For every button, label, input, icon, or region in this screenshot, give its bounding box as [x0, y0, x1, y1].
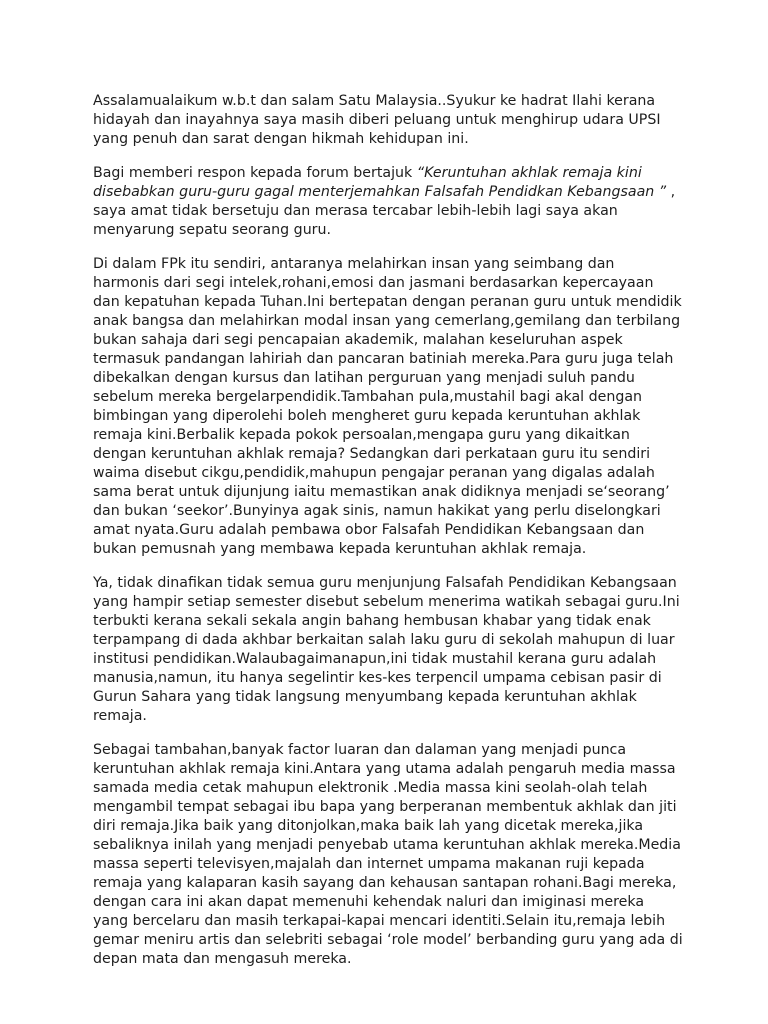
paragraph-forum-response-intro: Bagi memberi respon kepada forum bertajuk — [93, 165, 417, 181]
paragraph-forum-response-rest: , saya amat tidak bersetuju dan merasa tercabar lebih-lebih lagi saya akan menyarung sepatu seorang guru. — [93, 184, 676, 238]
document-body — [93, 92, 683, 984]
forum-title-quote: “Keruntuhan akhlak remaja kini disebabkan guru-guru gagal menterjemahkan Falsafah Pendidkan Kebangsaan ” — [93, 165, 667, 200]
paragraph-greeting: Assalamualaikum w.b.t dan salam Satu Malaysia..Syukur ke hadrat Ilahi kerana hidayah dan inayahnya saya masih diberi peluang untuk menghirup udara UPSI yang penuh dan sarat dengan hikmah kehidupan ini. — [93, 93, 661, 147]
paragraph-external-factors: Sebagai tambahan,banyak factor luaran dan dalaman yang menjadi punca keruntuhan akhlak remaja kini.Antara yang utama adalah pengaruh media massa samada media cetak mahupun elektronik .Media massa kini seolah-olah telah mengambil tempat sebagai ibu bapa yang berperanan membentuk akhlak dan jiti diri remaja.Jika baik yang ditonjolkan,maka baik lah yang dicetak mereka,jika sebaliknya inilah yang menjadi penyebab utama keruntuhan akhlak mereka.Media massa seperti televisyen,majalah dan internet umpama makanan ruji kepada remaja yang kalaparan kasih sayang dan kehausan santapan rohani.Bagi mereka, dengan cara ini akan dapat memenuhi kehendak naluri dan imiginasi mereka yang bercelaru dan masih terkapai-kapai mencari identiti.Selain itu,remaja lebih gemar meniru artis dan selebriti sebagai ‘role model’ berbanding guru yang ada di depan mata dan mengasuh mereka. — [93, 742, 683, 967]
paragraph-acknowledgement: Ya, tidak dinafikan tidak semua guru menjunjung Falsafah Pendidikan Kebangsaan yang hampir setiap semester disebut sebelum menerima watikah sebagai guru.Ini terbukti kerana sekali sekala angin bahang hembusan khabar yang tidak enak terpampang di dada akhbar berkaitan salah laku guru di sekolah mahupun di luar institusi pendidikan.Walaubagaimanapun,ini tidak mustahil kerana guru adalah manusia,namun, itu hanya segelintir kes-kes terpencil umpama cebisan pasir di Gurun Sahara yang tidak langsung menyumbang kepada keruntuhan akhlak remaja. — [93, 575, 680, 724]
paragraph-fpk: Di dalam FPk itu sendiri, antaranya melahirkan insan yang seimbang dan harmonis dari segi intelek,rohani,emosi dan jasmani berdasarkan kepercayaan dan kepatuhan kepada Tuhan.Ini bertepatan dengan peranan guru untuk mendidik anak bangsa dan melahirkan modal insan yang cemerlang,gemilang dan terbilang bukan sahaja dari segi pencapaian akademik, malahan keseluruhan aspek termasuk pandangan lahiriah dan pancaran batiniah mereka.Para guru juga telah dibekalkan dengan kursus dan latihan perguruan yang menjadi suluh pandu sebelum mereka bergelarpendidik.Tambahan pula,mustahil bagi akal dengan bimbingan yang diperolehi boleh mengheret guru kepada keruntuhan akhlak remaja kini.Berbalik kepada pokok persoalan,mengapa guru yang dikaitkan dengan keruntuhan akhlak remaja? Sedangkan dari perkataan guru itu sendiri waima disebut cikgu,pendidik,mahupun pengajar peranan yang digalas adalah sama berat untuk dijunjung iaitu memastikan anak didiknya menjadi se‘seorang’ dan bukan ‘seekor’.Bunyinya agak sinis, namun hakikat yang perlu diselongkari amat nyata.Guru adalah pembawa obor Falsafah Pendidikan Kebangsaan dan bukan pemusnah yang membawa kepada keruntuhan akhlak remaja. — [93, 256, 682, 557]
paragraph-forum-response — [93, 164, 683, 240]
